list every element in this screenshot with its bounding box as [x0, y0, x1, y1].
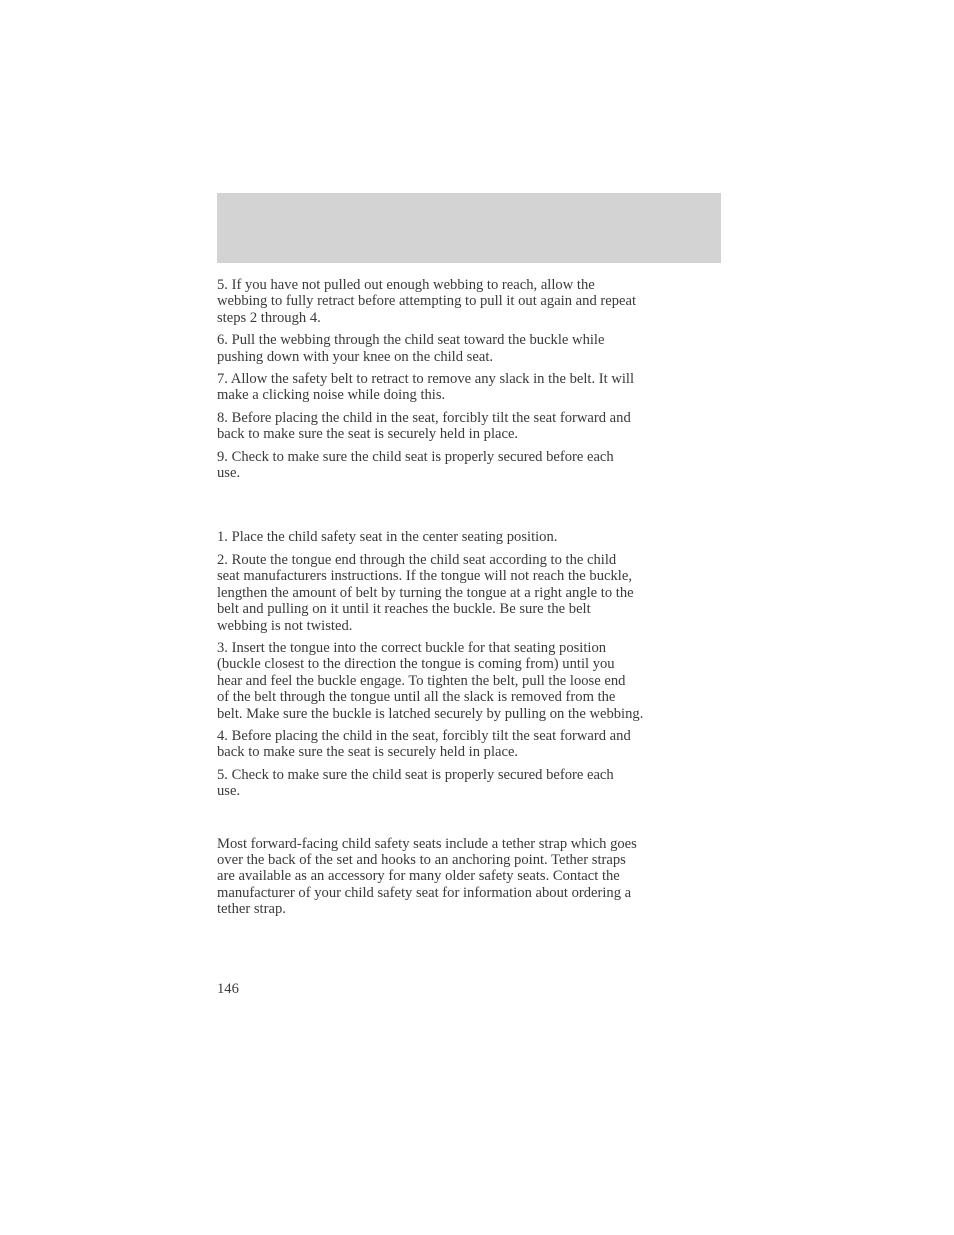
paragraph-tether-strap: [217, 836, 721, 918]
text-line: manufacturer of your child safety seat for information about ordering a: [217, 884, 632, 901]
section-1: [217, 277, 721, 481]
text-line: belt and pulling on it until it reaches the buckle. Be sure the belt: [217, 601, 591, 618]
section-2: [217, 529, 721, 799]
text-line: 3. Insert the tongue into the correct buckle for that seating position: [217, 639, 607, 656]
text-line: are available as an accessory for many older safety seats. Contact the: [217, 868, 620, 885]
paragraph-step-4: [217, 728, 721, 761]
text-line: (buckle closest to the direction the tongue is coming from) until you: [217, 656, 615, 673]
text-line: webbing to fully retract before attempting to pull it out again and repeat: [217, 293, 637, 310]
text-line: back to make sure the seat is securely held in place.: [217, 744, 519, 761]
text-line: over the back of the set and hooks to an anchoring point. Tether straps: [217, 851, 626, 868]
text-line: steps 2 through 4.: [217, 309, 321, 326]
text-line: 7. Allow the safety belt to retract to remove any slack in the belt. It will: [217, 371, 635, 388]
text-line: pushing down with your knee on the child seat.: [217, 348, 494, 365]
text-line: 9. Check to make sure the child seat is properly secured before each: [217, 448, 614, 465]
paragraph-step-5b: [217, 767, 721, 800]
text-line: of the belt through the tongue until all the slack is removed from the: [217, 689, 616, 706]
text-line: tether strap.: [217, 901, 286, 918]
text-line: Most forward-facing child safety seats include a tether strap which goes: [217, 835, 637, 852]
text-line: 4. Before placing the child in the seat, forcibly tilt the seat forward and: [217, 727, 631, 744]
text-line: lengthen the amount of belt by turning the tongue at a right angle to the: [217, 584, 634, 601]
text-line: use.: [217, 465, 241, 482]
section-3: [217, 836, 721, 918]
text-line: seat manufacturers instructions. If the tongue will not reach the buckle,: [217, 568, 632, 585]
text-line: make a clicking noise while doing this.: [217, 387, 446, 404]
paragraph-step-8: [217, 410, 721, 443]
text-line: belt. Make sure the buckle is latched securely by pulling on the webbing.: [217, 705, 644, 722]
page-number: 146: [217, 981, 239, 997]
paragraph-step-7: [217, 371, 721, 404]
page-content: [217, 277, 721, 924]
paragraph-step-3: [217, 640, 721, 722]
text-line: 8. Before placing the child in the seat, forcibly tilt the seat forward and: [217, 409, 631, 426]
header-band: [217, 193, 721, 263]
text-line: webbing is not twisted.: [217, 617, 353, 634]
section-spacer: [217, 487, 721, 529]
text-line: 5. If you have not pulled out enough webbing to reach, allow the: [217, 277, 595, 293]
text-line: 5. Check to make sure the child seat is properly secured before each: [217, 766, 614, 783]
paragraph-step-1: [217, 529, 721, 545]
section-spacer: [217, 806, 721, 836]
paragraph-step-9: [217, 449, 721, 482]
text-line: 1. Place the child safety seat in the center seating position.: [217, 529, 558, 546]
text-line: 6. Pull the webbing through the child seat toward the buckle while: [217, 332, 605, 349]
paragraph-step-5: [217, 277, 721, 326]
paragraph-step-6: [217, 332, 721, 365]
paragraph-step-2: [217, 552, 721, 634]
text-line: back to make sure the seat is securely held in place.: [217, 426, 519, 443]
text-line: hear and feel the buckle engage. To tighten the belt, pull the loose end: [217, 672, 626, 689]
text-line: 2. Route the tongue end through the child seat according to the child: [217, 551, 617, 568]
text-line: use.: [217, 783, 241, 800]
